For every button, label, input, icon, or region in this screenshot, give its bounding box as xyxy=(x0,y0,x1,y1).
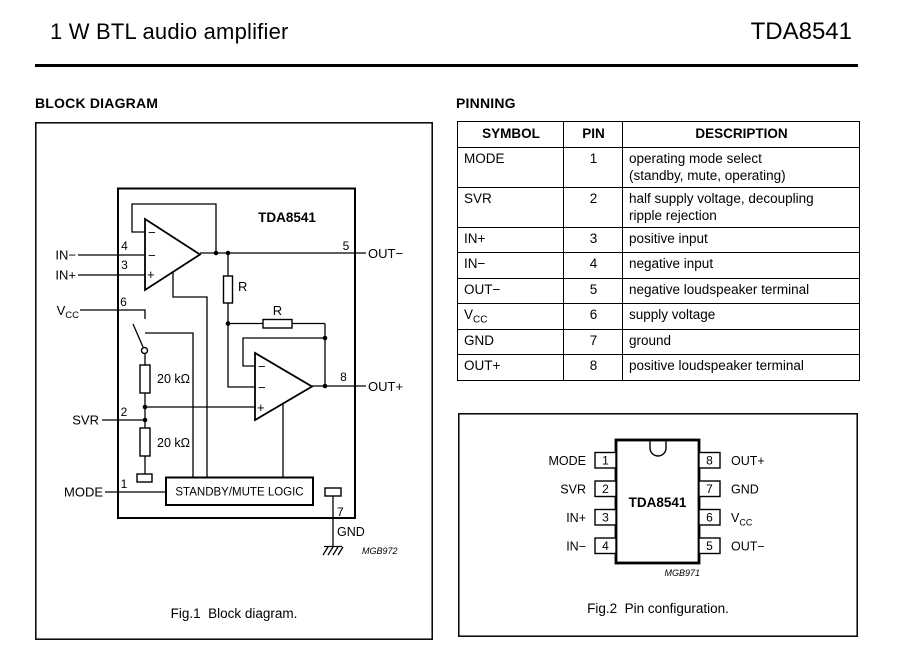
out-minus-label: OUT− xyxy=(368,246,404,261)
col-header-description: DESCRIPTION xyxy=(623,122,860,148)
part-number: TDA8541 xyxy=(750,18,852,45)
description-cell xyxy=(623,355,860,380)
symbol-sub: CC xyxy=(473,315,488,327)
table-row xyxy=(458,355,860,380)
pin1-number: 1 xyxy=(602,453,609,468)
description-cell xyxy=(623,304,860,329)
symbol-cell xyxy=(458,304,564,329)
junction-dot xyxy=(143,405,148,410)
gnd-label: GND xyxy=(731,482,759,497)
symbol-cell xyxy=(458,278,564,303)
desc-line1: operating mode select xyxy=(629,151,762,166)
resistor-r1-label: R xyxy=(238,279,248,294)
pin-cell: 7 xyxy=(564,329,623,354)
junction-dot xyxy=(323,384,328,389)
switch-control-wire xyxy=(145,333,193,477)
pin7-pad xyxy=(325,488,341,496)
desc-line1: supply voltage xyxy=(629,307,716,323)
resistor-20k-upper xyxy=(140,365,150,393)
pin6-number: 6 xyxy=(706,510,713,525)
pin8-number: 8 xyxy=(706,453,713,468)
logic-box-label: STANDBY/MUTE LOGIC xyxy=(175,486,304,499)
opamp1-minus-mid: − xyxy=(148,248,156,263)
junction-dot xyxy=(214,251,219,256)
col-header-pin: PIN xyxy=(564,122,623,148)
in-minus-label: IN− xyxy=(55,247,76,263)
pin-cell: 3 xyxy=(564,228,623,253)
symbol-cell xyxy=(458,355,564,380)
desc-line1: positive loudspeaker terminal xyxy=(629,358,804,374)
symbol-text: GND xyxy=(464,332,494,348)
section-heading-block-diagram: BLOCK DIAGRAM xyxy=(35,95,159,111)
symbol-cell xyxy=(458,228,564,253)
pin-cell: 6 xyxy=(564,304,623,329)
ground-hatch xyxy=(323,547,328,555)
switch-contact xyxy=(142,348,148,354)
vcc-main: V xyxy=(731,511,740,525)
opamp1-plus: + xyxy=(147,267,155,282)
block-diagram-figure xyxy=(35,122,433,640)
table-row xyxy=(458,329,860,354)
table-row xyxy=(458,188,860,228)
opamp2-minus-top: − xyxy=(258,359,266,374)
pin2-number: 2 xyxy=(602,482,609,496)
symbol-text: OUT+ xyxy=(464,358,501,374)
in-plus-label: IN+ xyxy=(566,511,586,525)
table-row xyxy=(458,278,860,303)
section-heading-pinning: PINNING xyxy=(456,95,516,111)
vcc-label xyxy=(57,303,80,321)
pin-cell: 5 xyxy=(564,278,623,303)
table-header-row xyxy=(458,122,860,148)
terminal-pad xyxy=(137,474,152,482)
pin7-number: 7 xyxy=(337,505,344,519)
res20k-upper-label: 20 kΩ xyxy=(157,372,190,386)
opamp1-minus-top: − xyxy=(148,225,156,240)
symbol-cell xyxy=(458,253,564,278)
pin4-number: 4 xyxy=(602,539,609,553)
col-header-symbol: SYMBOL xyxy=(458,122,564,148)
in-minus-label: IN− xyxy=(566,539,586,554)
opamp2-plus: + xyxy=(257,400,265,415)
ground-hatch xyxy=(333,547,338,555)
switch-blade xyxy=(133,324,143,347)
desc-line1: ground xyxy=(629,332,672,348)
page-title: 1 W BTL audio amplifier xyxy=(50,19,289,44)
pin8-number: 8 xyxy=(340,370,347,384)
resistor-r1 xyxy=(224,276,233,303)
vcc-sub: CC xyxy=(739,517,753,528)
pin-cell: 4 xyxy=(564,253,623,278)
desc-line1: negative input xyxy=(629,256,714,272)
opamp2-minus-wire xyxy=(228,324,255,388)
vcc-wire xyxy=(80,310,145,319)
pin-cell: 1 xyxy=(564,148,623,188)
description-cell xyxy=(623,329,860,354)
pin7-number: 7 xyxy=(706,482,713,496)
out-plus-label: OUT+ xyxy=(368,379,404,394)
table-row xyxy=(458,228,860,253)
package-notch-icon xyxy=(650,442,666,457)
symbol-cell xyxy=(458,148,564,188)
chip-label: TDA8541 xyxy=(628,495,687,510)
pinning-table xyxy=(457,121,860,381)
desc-line1: positive input xyxy=(629,231,708,246)
svr-label: SVR xyxy=(72,412,99,428)
symbol-text: V xyxy=(464,307,474,323)
desc-line1: negative loudspeaker terminal xyxy=(629,281,810,297)
table-row xyxy=(458,304,860,329)
figure1-caption: Fig.1 Block diagram. xyxy=(170,606,298,621)
description-cell xyxy=(623,278,860,303)
symbol-text: IN+ xyxy=(464,231,486,246)
opamp2-minus-mid: − xyxy=(258,380,266,395)
pin4-number: 4 xyxy=(121,239,128,253)
symbol-text: MODE xyxy=(464,151,505,166)
mode-label: MODE xyxy=(548,454,586,468)
desc-line2: (standby, mute, operating) xyxy=(629,168,786,184)
figure1-code: MGB972 xyxy=(362,546,398,556)
description-cell xyxy=(623,228,860,253)
pin-cell: 2 xyxy=(564,188,623,228)
pin1-number: 1 xyxy=(120,477,128,491)
header-rule xyxy=(35,64,858,67)
symbol-text: IN− xyxy=(464,256,486,272)
description-cell xyxy=(623,148,860,188)
vcc-label xyxy=(731,511,753,528)
out-plus-label: OUT+ xyxy=(731,454,765,468)
figure2-code: MGB971 xyxy=(664,568,700,578)
gnd-label: GND xyxy=(337,525,365,539)
symbol-text: SVR xyxy=(464,191,492,206)
svr-label: SVR xyxy=(560,482,586,497)
mode-label: MODE xyxy=(64,484,103,500)
table-row xyxy=(458,148,860,188)
resistor-20k-lower xyxy=(140,428,150,456)
out-minus-label: OUT− xyxy=(731,539,765,554)
in-plus-label: IN+ xyxy=(55,267,76,283)
symbol-cell xyxy=(458,329,564,354)
description-cell xyxy=(623,253,860,278)
description-cell xyxy=(623,188,860,228)
ground-hatch xyxy=(338,547,343,555)
symbol-text: OUT− xyxy=(464,281,501,297)
pin5-number: 5 xyxy=(342,239,350,253)
chip-label: TDA8541 xyxy=(258,210,316,225)
junction-dot xyxy=(323,336,328,341)
vcc-sub: CC xyxy=(65,310,79,321)
pin3-number: 3 xyxy=(121,258,128,272)
pin3-number: 3 xyxy=(602,510,609,525)
resistor-r2-label: R xyxy=(272,303,283,318)
resistor-r2 xyxy=(263,320,292,329)
ground-hatch xyxy=(328,547,333,555)
pin2-number: 2 xyxy=(120,405,128,419)
res20k-lower-label: 20 kΩ xyxy=(157,436,190,450)
vcc-main: V xyxy=(56,303,66,318)
figure2-caption: Fig.2 Pin configuration. xyxy=(587,601,729,616)
desc-line1: half supply voltage, decoupling xyxy=(629,191,814,206)
pin6-number: 6 xyxy=(120,295,127,309)
desc-line2: ripple rejection xyxy=(629,208,717,224)
pin5-number: 5 xyxy=(706,539,713,553)
pin-cell: 8 xyxy=(564,355,623,380)
table-row xyxy=(458,253,860,278)
symbol-cell xyxy=(458,188,564,228)
